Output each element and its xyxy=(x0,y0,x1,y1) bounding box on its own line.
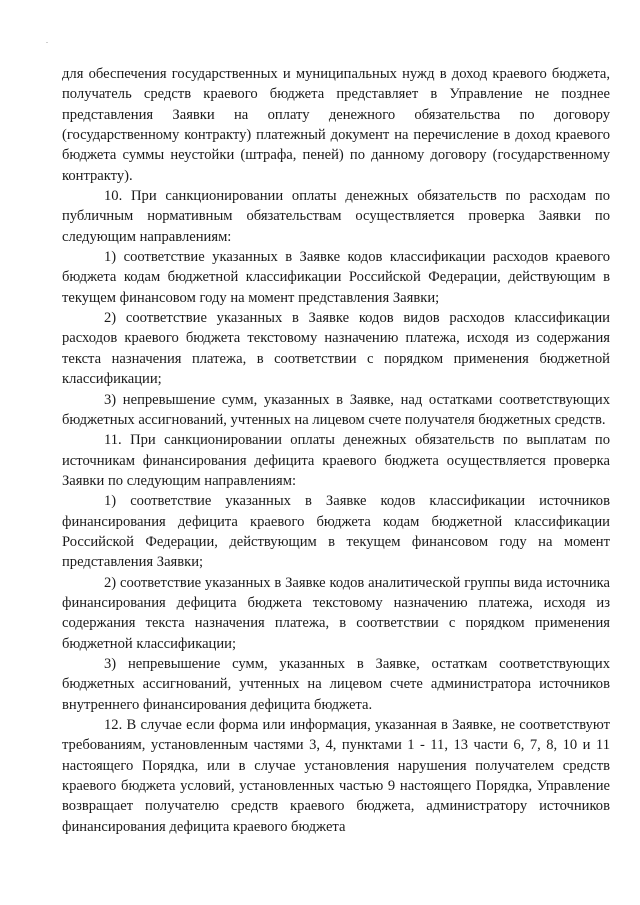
paragraph-item-12: 12. В случае если форма или информация, указанная в Заявке, не соответствуют требованиям, установленным частями 3, 4, пунктами 1 - 11, 13 части 6, 7, 8, 10 и 11 настоящего Порядка, или в случае установления нарушения получателем средств краевого бюджета условий, установленных частью 9 настоящего Порядка, Управление возвращает получателю средств краевого бюджета, администратору источников финансирования дефицита краевого бюджета xyxy=(62,717,610,835)
paragraph-item-11: 11. При санкционировании оплаты денежных обязательств по выплатам по источникам финансирования дефицита краевого бюджета осуществляется проверка Заявки по следующим направлениям: xyxy=(62,432,610,489)
document-body xyxy=(62,64,610,837)
scan-artifact xyxy=(46,42,48,43)
paragraph-item-11-3: 3) непревышение сумм, указанных в Заявке, остаткам соответствующих бюджетных ассигнований, учтенных на лицевом счете администратора источников внутреннего финансирования дефицита бюджета. xyxy=(62,655,610,713)
paragraph-item-11-1: 1) соответствие указанных в Заявке кодов классификации источников финансирования дефицита краевого бюджета кодам бюджетной классификации Российской Федерации, действующим в текущем финансовом году на момент представления Заявки; xyxy=(62,493,610,571)
paragraph-item-10: 10. При санкционировании оплаты денежных обязательств по расходам по публичным нормативным обязательствам осуществляется проверка Заявки по следующим направлениям: xyxy=(62,188,610,245)
paragraph-item-11-2: 2) соответствие указанных в Заявке кодов аналитической группы вида источника финансирования дефицита бюджета текстовому назначению платежа, исходя из содержания текста назначения платежа, в соответствии с порядком применения бюджетной классификации; xyxy=(62,574,610,652)
paragraph-item-10-2: 2) соответствие указанных в Заявке кодов видов расходов классификации расходов краевого бюджета текстовому назначению платежа, исходя из содержания текста назначения платежа, в соответствии с порядком применения бюджетной классификации; xyxy=(62,310,610,388)
paragraph-intro: для обеспечения государственных и муниципальных нужд в доход краевого бюджета, получатель средств краевого бюджета представляет в Управление не позднее представления Заявки на оплату денежного обязательства по договору (государственному контракту) платежный документ на перечисление в доход краевого бюджета суммы неустойки (штрафа, пеней) по данному договору (государственному контракту). xyxy=(62,66,610,184)
paragraph-item-10-1: 1) соответствие указанных в Заявке кодов классификации расходов краевого бюджета кодам бюджетной классификации Российской Федерации, действующим в текущем финансовом году на момент представления Заявки; xyxy=(62,249,610,306)
paragraph-item-10-3: 3) непревышение сумм, указанных в Заявке, над остатками соответствующих бюджетных ассигнований, учтенных на лицевом счете получателя бюджетных средств. xyxy=(62,391,610,428)
